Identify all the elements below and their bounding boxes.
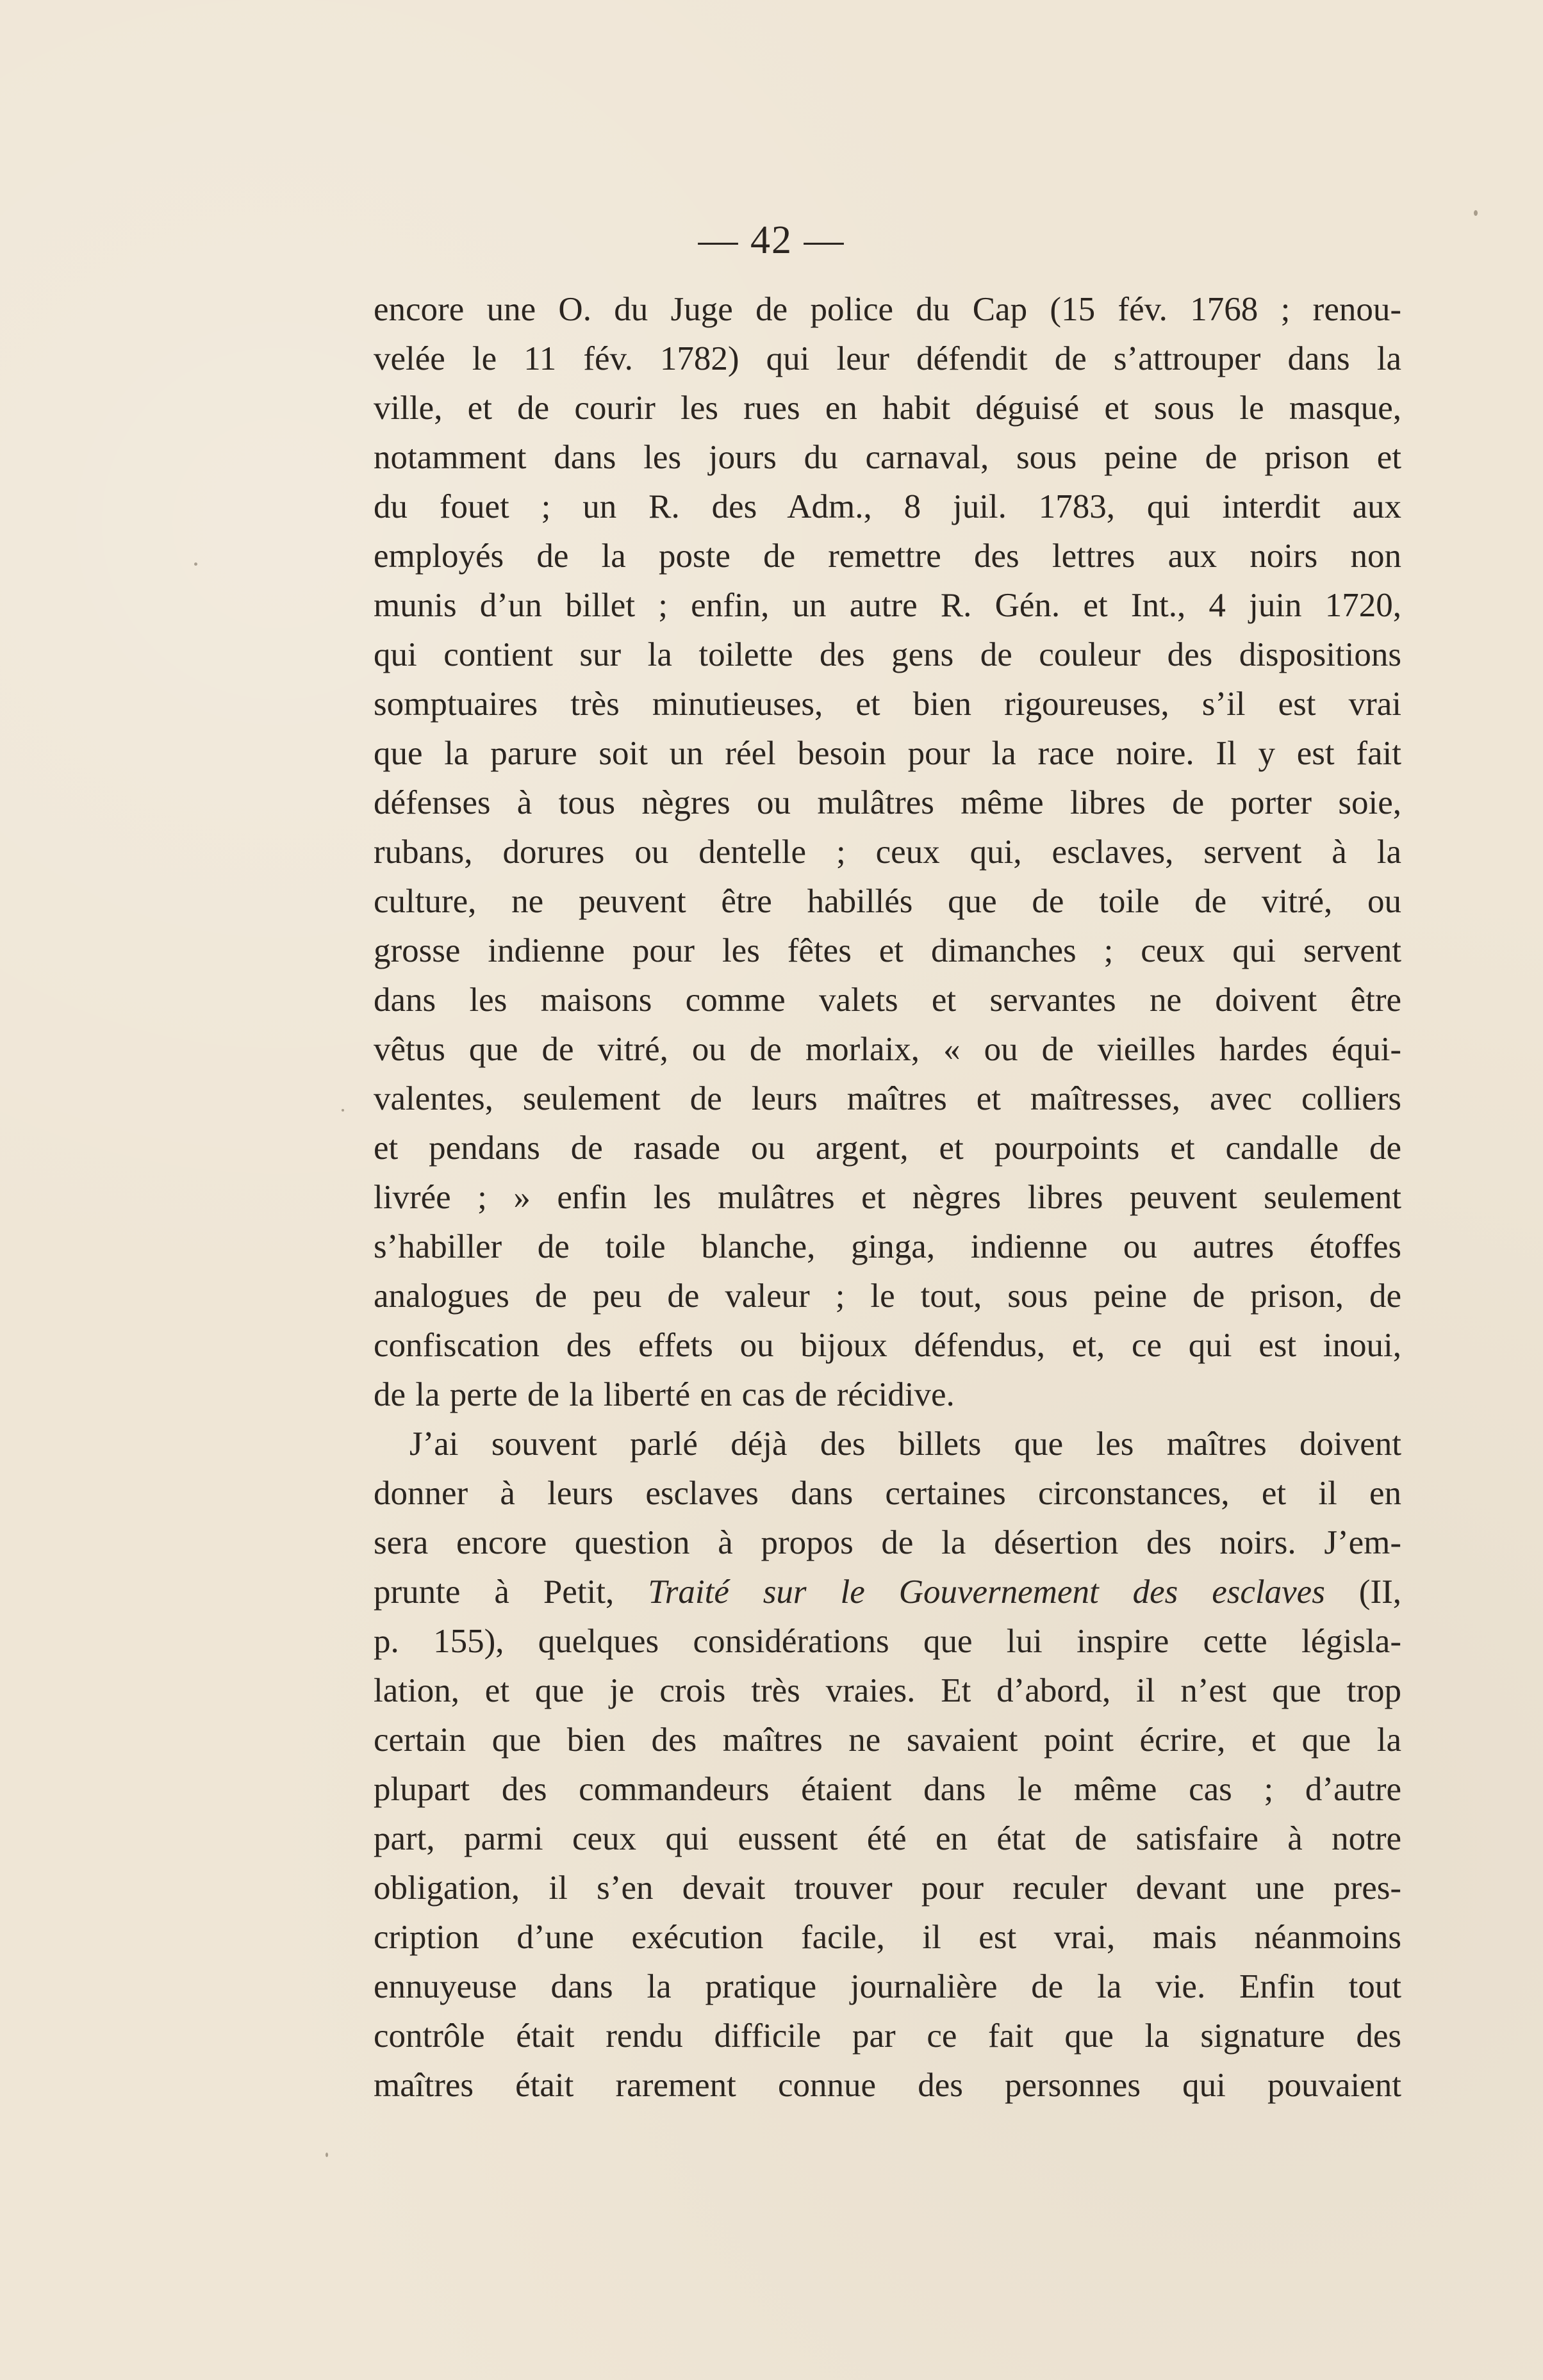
text-line: encore une O. du Juge de police du Cap (15 fév. 1768 ; renou- bbox=[374, 291, 1401, 328]
text-line: ennuyeuse dans la pratique journalière de la vie. Enfin tout bbox=[374, 1968, 1401, 2005]
text-line: dans les maisons comme valets et servantes ne doivent être bbox=[374, 981, 1401, 1019]
text-line: livrée ; » enfin les mulâtres et nègres libres peuvent seulement bbox=[374, 1179, 1401, 1216]
text-line: défenses à tous nègres ou mulâtres même libres de porter soie, bbox=[374, 784, 1401, 821]
paper-speck bbox=[1474, 210, 1478, 216]
text-line: analogues de peu de valeur ; le tout, sous peine de prison, de bbox=[374, 1277, 1401, 1315]
text-line: ville, et de courir les rues en habit déguisé et sous le masque, bbox=[374, 390, 1401, 427]
text-line: contrôle était rendu difficile par ce fait que la signature des bbox=[374, 2017, 1401, 2055]
body-text bbox=[374, 285, 1401, 2110]
text-line: sera encore question à propos de la désertion des noirs. J’em- bbox=[374, 1524, 1401, 1561]
text-line: s’habiller de toile blanche, ginga, indienne ou autres étoffes bbox=[374, 1228, 1401, 1265]
text-line: donner à leurs esclaves dans certaines circonstances, et il en bbox=[374, 1475, 1401, 1512]
text-line: obligation, il s’en devait trouver pour reculer devant une pres- bbox=[374, 1869, 1401, 1907]
text-line: du fouet ; un R. des Adm., 8 juil. 1783, qui interdit aux bbox=[374, 488, 1401, 525]
text-line: munis d’un billet ; enfin, un autre R. Gén. et Int., 4 juin 1720, bbox=[374, 587, 1401, 624]
text-line: somptuaires très minutieuses, et bien rigoureuses, s’il est vrai bbox=[374, 685, 1401, 723]
text-line: notamment dans les jours du carnaval, sous peine de prison et bbox=[374, 439, 1401, 476]
text-line: part, parmi ceux qui eussent été en état de satisfaire à notre bbox=[374, 1820, 1401, 1857]
text-line: rubans, dorures ou dentelle ; ceux qui, esclaves, servent à la bbox=[374, 833, 1401, 871]
text-line: confiscation des effets ou bijoux défendus, et, ce qui est inoui, bbox=[374, 1327, 1401, 1364]
text-line: qui contient sur la toilette des gens de couleur des dispositions bbox=[374, 636, 1401, 673]
text-line-with-title: prunte à Petit, Traité sur le Gouvernement des esclaves (II, bbox=[374, 1573, 1401, 1611]
text-line: vêtus que de vitré, ou de morlaix, « ou de vieilles hardes équi- bbox=[374, 1031, 1401, 1068]
text-line: p. 155), quelques considérations que lui inspire cette législa- bbox=[374, 1623, 1401, 1660]
text-line: velée le 11 fév. 1782) qui leur défendit de s’attrouper dans la bbox=[374, 340, 1401, 377]
paper-speck bbox=[342, 1109, 344, 1112]
text-line: de la perte de la liberté en cas de récidive. bbox=[374, 1376, 955, 1413]
text-line: plupart des commandeurs étaient dans le même cas ; d’autre bbox=[374, 1771, 1401, 1808]
page-number: — 42 — bbox=[698, 218, 845, 262]
text-line: que la parure soit un réel besoin pour la race noire. Il y est fait bbox=[374, 735, 1401, 772]
text-line: et pendans de rasade ou argent, et pourpoints et candalle de bbox=[374, 1129, 1401, 1167]
text-line: J’ai souvent parlé déjà des billets que les maîtres doivent bbox=[409, 1425, 1401, 1463]
text-line: grosse indienne pour les fêtes et dimanches ; ceux qui servent bbox=[374, 932, 1401, 969]
text-line: culture, ne peuvent être habillés que de toile de vitré, ou bbox=[374, 883, 1401, 920]
text-line: certain que bien des maîtres ne savaient point écrire, et que la bbox=[374, 1721, 1401, 1759]
paper-speck bbox=[326, 2153, 328, 2157]
text-line: cription d’une exécution facile, il est vrai, mais néanmoins bbox=[374, 1919, 1401, 1956]
text-line: lation, et que je crois très vraies. Et d’abord, il n’est que trop bbox=[374, 1672, 1401, 1709]
paper-speck bbox=[194, 562, 197, 566]
book-title: Traité sur le Gouvernement des esclaves bbox=[648, 1573, 1325, 1611]
text-line: valentes, seulement de leurs maîtres et maîtresses, avec colliers bbox=[374, 1080, 1401, 1117]
text-line: employés de la poste de remettre des lettres aux noirs non bbox=[374, 538, 1401, 575]
text-line: maîtres était rarement connue des personnes qui pouvaient bbox=[374, 2067, 1401, 2104]
